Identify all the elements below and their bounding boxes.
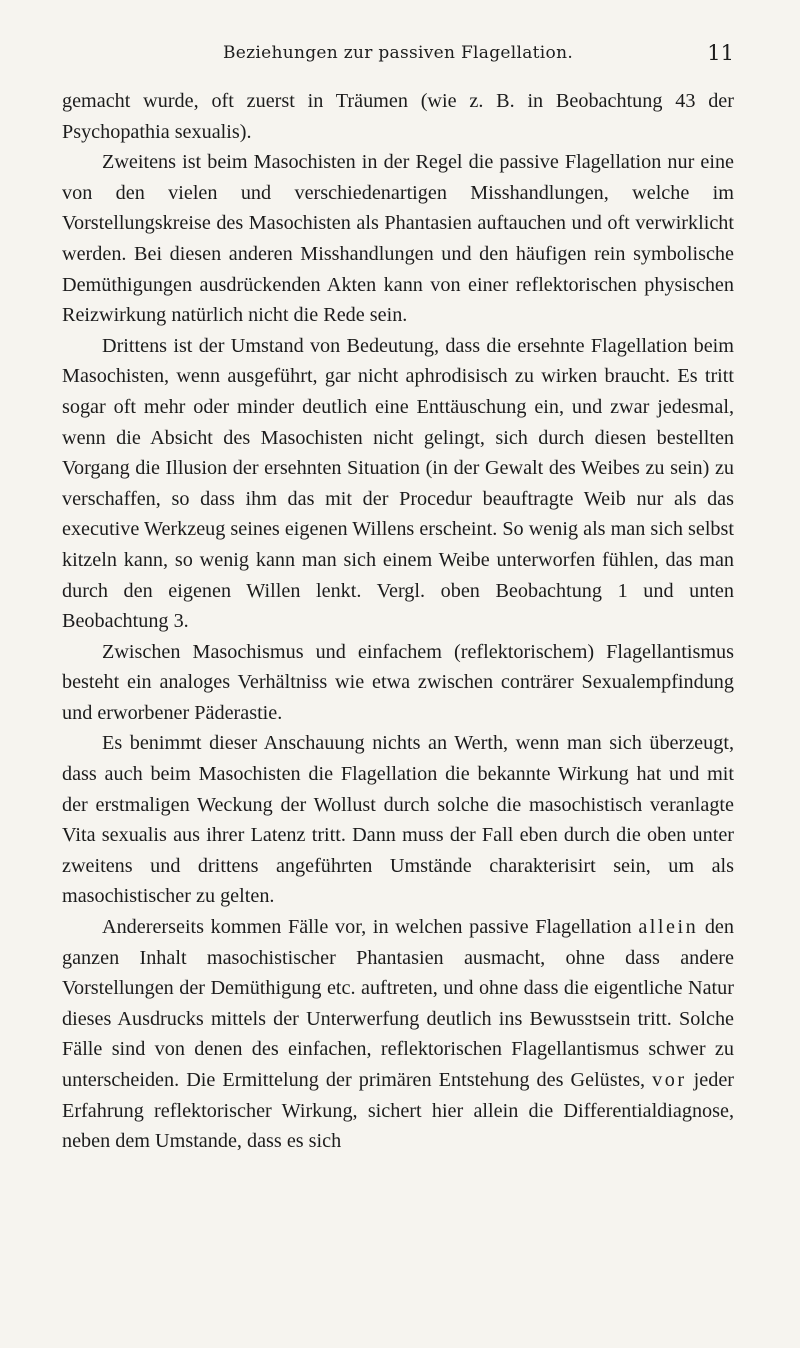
text-segment: den ganzen Inhalt masochistischer Phantasien ausmacht, ohne dass andere Vorstellungen der Demüthigung etc. auftreten, und ohne dass die eigentliche Natur dieses Ausdrucks mittels der Unterwerfung deutlich ins Bewusstsein tritt. Solche Fälle sind von denen des einfachen, reflektorischen Flagellantismus schwer zu unterscheiden. Die Ermittelung der primären Entstehung des Gelüstes, xyxy=(62,916,734,1091)
paragraph xyxy=(62,637,734,729)
text-segment: gemacht wurde, oft zuerst in Träumen (wie z. B. in Beobachtung 43 der Psychopathia sexualis). xyxy=(62,90,734,143)
text-segment: Drittens ist der Umstand von Bedeutung, dass die ersehnte Flagellation beim Masochisten, wenn ausgeführt, gar nicht aphrodisisch zu wirken braucht. Es tritt sogar oft mehr oder minder deutlich eine Enttäuschung ein, und zwar jedesmal, wenn die Absicht des Masochisten nicht gelingt, sich durch diesen bestellten Vorgang die Illusion der ersehnten Situation (in der Gewalt des Weibes zu sein) zu verschaffen, so dass ihm das mit der Procedur beauftragte Weib nur als das executive Werkzeug seines eigenen Willens erscheint. So wenig als man sich selbst kitzeln kann, so wenig kann man sich einem Weibe unterworfen fühlen, das man durch den eigenen Willen lenkt. Vergl. oben Beobachtung 1 und unten Beobachtung 3. xyxy=(62,334,734,633)
text-segment: jeder Erfahrung reflektorischer Wirkung, sichert hier allein die Differentialdiagnose, neben dem Umstande, dass es sich xyxy=(62,1069,734,1153)
paragraph xyxy=(62,912,734,1157)
text-segment: Zwischen Masochismus und einfachem (reflektorischem) Flagellantismus besteht ein analoges Verhältniss wie etwa zwischen conträrer Sexualempfindung und erworbener Päderastie. xyxy=(62,640,734,724)
paragraph xyxy=(62,147,734,331)
text-segment: Es benimmt dieser Anschauung nichts an Werth, wenn man sich überzeugt, dass auch beim Masochisten die Flagellation die bekannte Wirkung hat und mit der erstmaligen Weckung der Wollust durch solche die masochistisch veranlagte Vita sexualis aus ihrer Latenz tritt. Dann muss der Fall eben durch die oben unter zweitens und drittens angeführten Umstände charakterisirt sein, um als masochistischer zu gelten. xyxy=(62,732,734,908)
paragraph xyxy=(62,86,734,147)
page-number: 11 xyxy=(707,41,734,65)
emphasized-word: vor xyxy=(652,1069,687,1091)
paragraph xyxy=(62,331,734,637)
page-header xyxy=(62,40,734,80)
text-segment: Zweitens ist beim Masochisten in der Regel die passive Flagellation nur eine von den vielen und verschiedenartigen Misshandlungen, welche im Vorstellungskreise des Masochisten als Phantasien auftauchen und oft verwirklicht werden. Bei diesen anderen Misshandlungen und den häufigen rein symbolische Demüthigungen ausdrückenden Akten kann von einer reflektorischen physischen Reizwirkung natürlich nicht die Rede sein. xyxy=(62,151,734,327)
body-text xyxy=(62,86,734,1157)
text-segment: Andererseits kommen Fälle vor, in welchen passive Flagellation xyxy=(102,916,639,939)
emphasized-word: allein xyxy=(638,916,699,939)
paragraph xyxy=(62,728,734,912)
running-head: Beziehungen zur passiven Flagellation. xyxy=(222,43,574,63)
